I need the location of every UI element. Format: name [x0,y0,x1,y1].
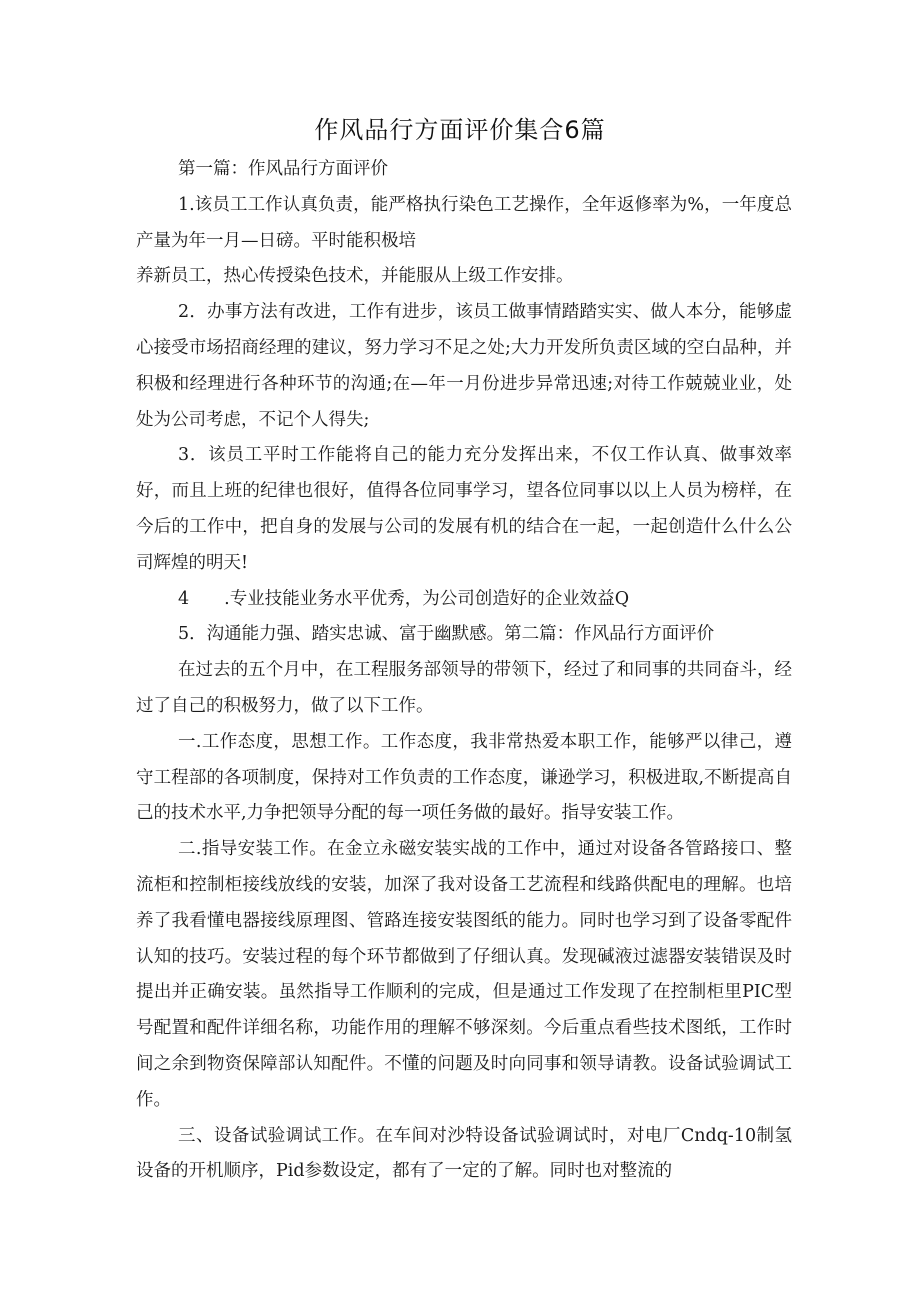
paragraph: 2．办事方法有改进，工作有进步，该员工做事情踏踏实实、做人本分，能够虚心接受市场招商经理的建议，努力学习不足之处;大力开发所负责区域的空白品种，并积极和经理进行各种环节的沟通;在—年一月份进步异常迅速;对待工作兢兢业业，处处为公司考虑，不记个人得失; [136,302,792,430]
paragraph: 一.工作态度，思想工作。工作态度，我非常热爱本职工作，能够严以律己，遵守工程部的各项制度，保持对工作负责的工作态度，谦逊学习，积极进取,不断提高自己的技术水平,力争把领导分配的每一项任务做的最好。指导安装工作。 [136,731,792,824]
paragraph: 在过去的五个月中，在工程服务部领导的带领下，经过了和同事的共同奋斗，经过了自己的积极努力，做了以下工作。 [136,660,792,716]
paragraph: 1.该员工工作认真负责，能严格执行染色工艺操作，全年返修率为%，一年度总产量为年一月—日磅。平时能积极培 [136,194,792,251]
paragraph: 三、设备试验调试工作。在车间对沙特设备试验调试时，对电厂Cndq-10制氢设备的开机顺序，Pid参数设定，都有了一定的了解。同时也对整流的 [136,1125,792,1182]
section-heading-1: 第一篇：作风品行方面评价 [178,159,388,179]
paragraph-continuation: 养新员工，热心传授染色技术，并能服从上级工作安排。 [136,266,574,287]
document-body [136,152,792,1190]
paragraph: 5．沟通能力强、踏实忠诚、富于幽默感。第二篇：作风品行方面评价 [178,624,715,645]
paragraph: 3．该员工平时工作能将自己的能力充分发挥出来，不仅工作认真、做事效率好，而且上班的纪律也很好，值得各位同事学习，望各位同事以以上人员为榜样，在今后的工作中，把自身的发展与公司的发展有机的结合在一起，一起创造什么什么公司辉煌的明天! [136,445,792,573]
paragraph: 二.指导安装工作。在金立永磁安装实战的工作中，通过对设备各管路接口、整流柜和控制柜接线放线的安装，加深了我对设备工艺流程和线路供配电的理解。也培养了我看懂电器接线原理图、管路连接安装图纸的能力。同时也学习到了设备零配件认知的技巧。安装过程的每个环节都做到了仔细认真。发现碱液过滤器安装错误及时提出并正确安装。虽然指导工作顺利的完成，但是通过工作发现了在控制柜里PIC型号配置和配件详细名称，功能作用的理解不够深刻。今后重点看些技术图纸，工作时间之余到物资保障部认知配件。不懂的问题及时向同事和领导请教。设备试验调试工作。 [136,839,792,1110]
document-title: 作风品行方面评价集合6篇 [314,116,606,144]
paragraph: 4 .专业技能业务水平优秀，为公司创造好的企业效益Q [178,588,630,609]
